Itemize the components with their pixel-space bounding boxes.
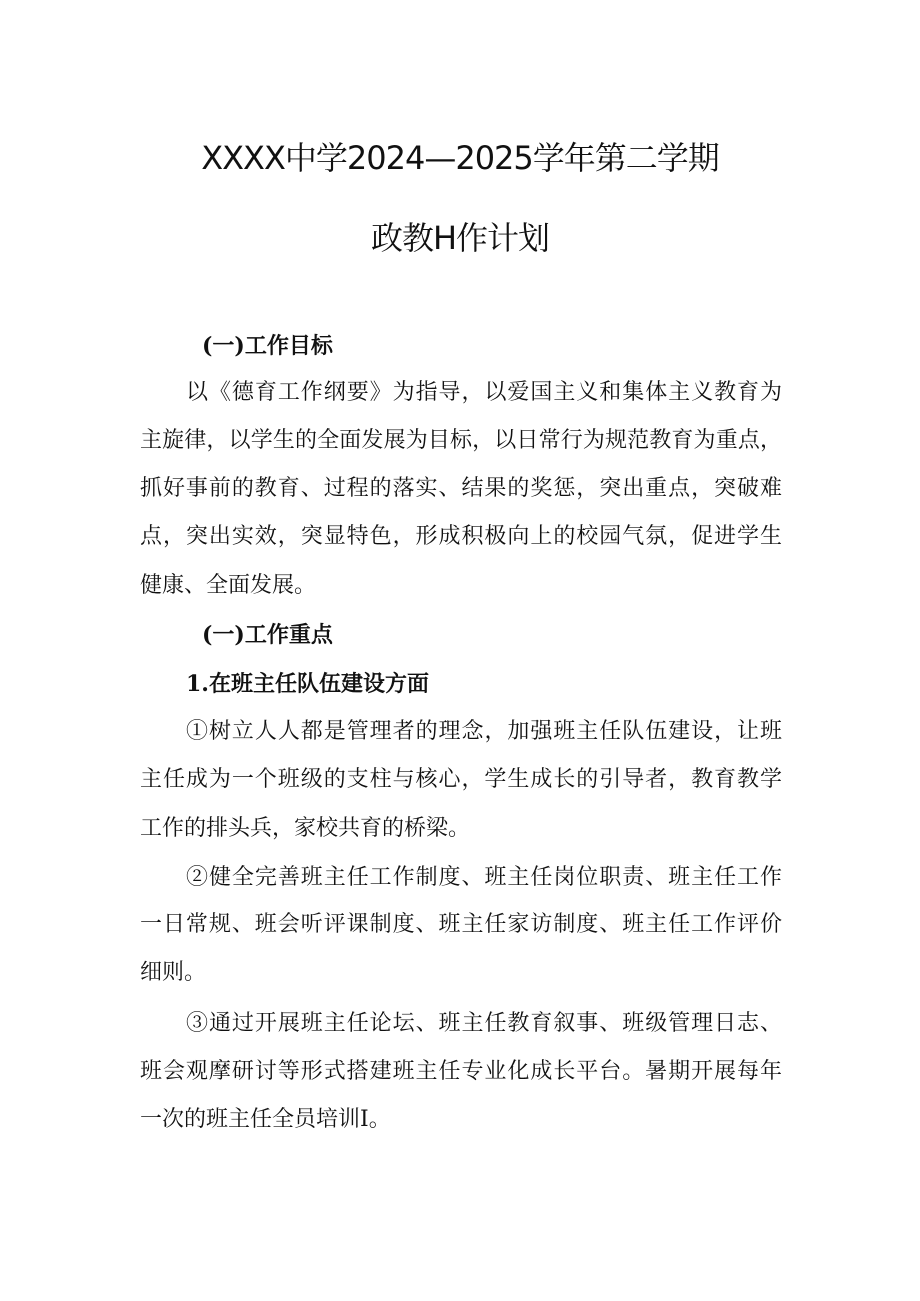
item1-paragraph-line: ①树立人人都是管理者的理念，加强班主任队伍建设，让班	[186, 719, 782, 744]
subsection-heading-class-teachers: 1.在班主任队伍建设方面	[186, 671, 429, 697]
item3-paragraph-line: 一次的班主任全员培训I。	[140, 1107, 391, 1132]
item1-paragraph-line: 工作的排头兵，家校共育的桥梁。	[140, 816, 471, 841]
item2-paragraph-line: 一日常规、班会听评课制度、班主任家访制度、班主任工作评价	[140, 912, 782, 937]
goal-paragraph-line: 健康、全面发展。	[140, 573, 317, 598]
item2-paragraph-line: 细则。	[140, 960, 207, 985]
item3-paragraph-line: ③通过开展班主任论坛、班主任教育叙事、班级管理日志、	[186, 1011, 782, 1036]
document-title-line-1: XXXX中学2024—2025学年第二学期	[201, 139, 719, 177]
section-heading-focus: (一)工作重点	[202, 622, 333, 648]
goal-paragraph-line: 点，突出实效，突显特色，形成积极向上的校园气氛，促进学生	[140, 524, 782, 549]
section-heading-goals: (一)工作目标	[202, 333, 333, 359]
item1-paragraph-line: 主任成为一个班级的支柱与核心，学生成长的引导者，教育教学	[140, 767, 782, 792]
document-title-line-2: 政教H作计划	[370, 219, 550, 257]
goal-paragraph-line: 抓好事前的教育、过程的落实、结果的奖惩，突出重点，突破难	[140, 476, 782, 501]
goal-paragraph-line: 主旋律，以学生的全面发展为目标，以日常行为规范教育为重点，	[140, 428, 782, 453]
item3-paragraph-line: 班会观摩研讨等形式搭建班主任专业化成长平台。暑期开展每年	[140, 1059, 782, 1084]
goal-paragraph-line: 以《德育工作纲要》为指导，以爱国主义和集体主义教育为	[186, 380, 782, 405]
item2-paragraph-line: ②健全完善班主任工作制度、班主任岗位职责、班主任工作	[186, 865, 782, 890]
